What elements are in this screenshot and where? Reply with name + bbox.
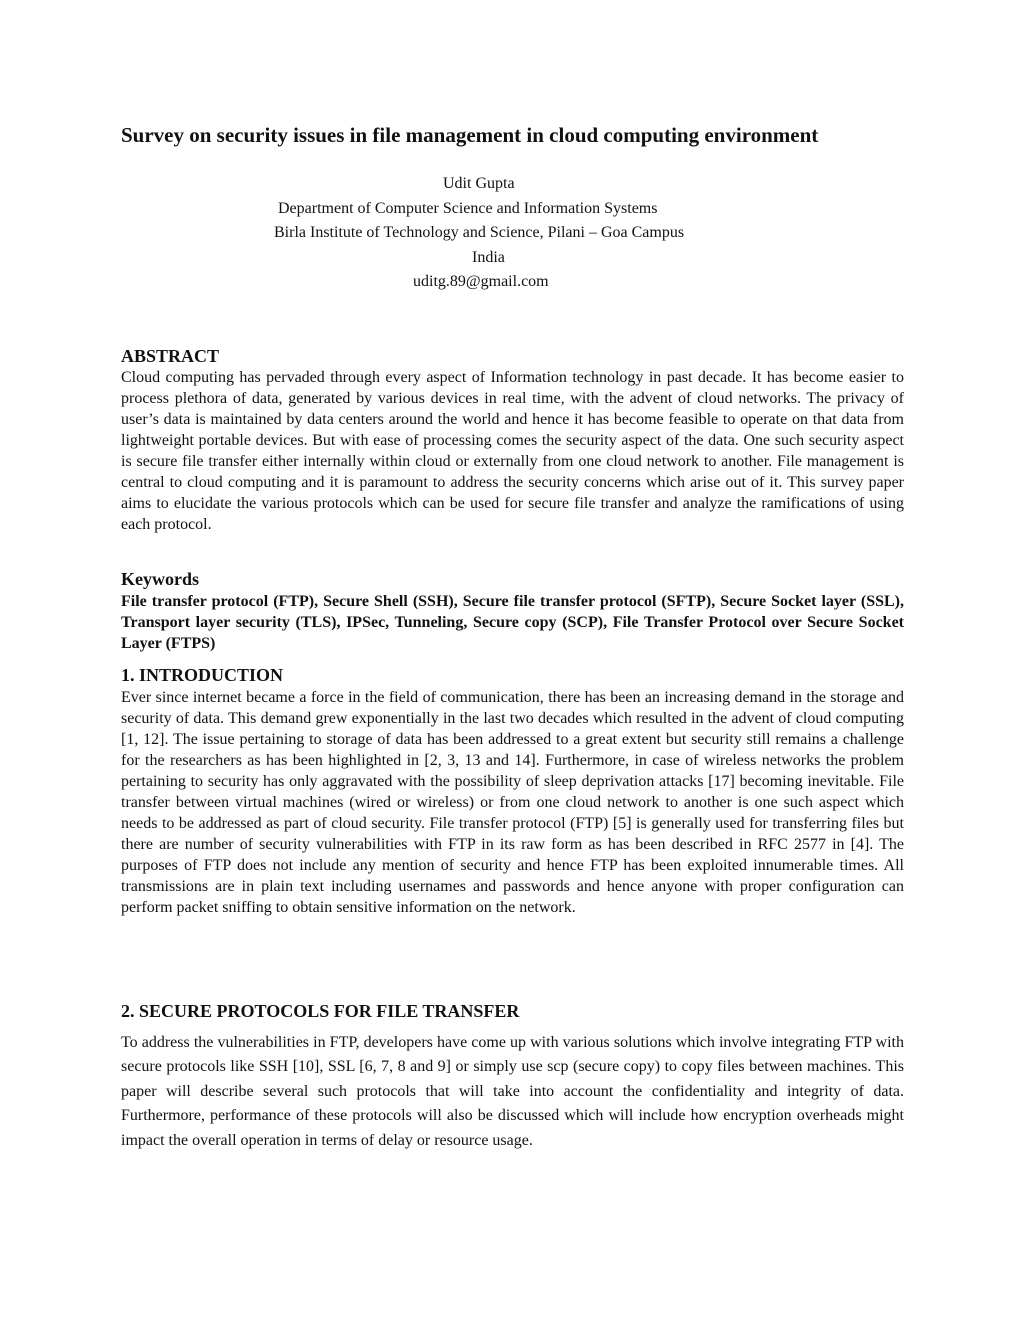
abstract-heading: ABSTRACT xyxy=(121,346,220,366)
author-department: Department of Computer Science and Information Systems xyxy=(278,199,658,217)
author-block xyxy=(121,172,904,295)
introduction-heading: 1. INTRODUCTION xyxy=(121,665,284,685)
keywords-list: File transfer protocol (FTP), Secure Shell (SSH), Secure file transfer protocol (SFTP), Secure Socket layer (SSL), Transport layer security (TLS), IPSec, Tunneling, Secure copy (SCP), File Transfer Protocol over Secure Socket Layer (FTPS) xyxy=(121,593,904,652)
secure-protocols-text: To address the vulnerabilities in FTP, developers have come up with various solutions which involve integrating FTP with secure protocols like SSH [10], SSL [6, 7, 8 and 9] or simply use scp (secure copy) to copy files between machines. This paper will describe several such protocols that will take into account the confidentiality and integrity of data. Furthermore, performance of these protocols will also be discussed which will include how encryption overheads might impact the overall operation in terms of delay or resource usage. xyxy=(121,1034,904,1149)
abstract-text: Cloud computing has pervaded through every aspect of Information technology in past decade. It has become easier to process plethora of data, generated by various devices in real time, with the advent of cloud networks. The privacy of user’s data is maintained by data centers around the world and hence it has become feasible to operate on that data from lightweight portable devices. But with ease of processing comes the security aspect of the data. One such security aspect is secure file transfer either internally within cloud or externally from one cloud network to another. File management is central to cloud computing and it is paramount to address the security concerns which arise out of it. This survey paper aims to elucidate the various protocols which can be used for secure file transfer and analyze the ramifications of using each protocol. xyxy=(121,369,904,533)
author-country: India xyxy=(472,248,505,266)
author-institute: Birla Institute of Technology and Science, Pilani – Goa Campus xyxy=(274,224,685,241)
paper-title: Survey on security issues in file management in cloud computing environment xyxy=(121,123,819,147)
author-name: Udit Gupta xyxy=(443,175,515,192)
keywords-heading: Keywords xyxy=(121,569,199,589)
author-email: uditg.89@gmail.com xyxy=(413,273,549,290)
secure-protocols-heading: 2. SECURE PROTOCOLS FOR FILE TRANSFER xyxy=(121,1001,520,1021)
introduction-text: Ever since internet became a force in the field of communication, there has been an increasing demand in the storage and security of data. This demand grew exponentially in the last two decades which resulted in the advent of cloud computing [1, 12]. The issue pertaining to storage of data has been addressed to a great extent but security still remains a challenge for the researchers as has been highlighted in [2, 3, 13 and 14]. Furthermore, in case of wireless networks the problem pertaining to security has only aggravated with the possibility of sleep deprivation attacks [17] becoming inevitable. File transfer between virtual machines (wired or wireless) or from one cloud network to another is one such aspect which needs to be addressed as part of cloud security. File transfer protocol (FTP) [5] is generally used for transferring files but there are number of security vulnerabilities with FTP in its raw form as has been described in RFC 2577 in [4]. The purposes of FTP does not include any mention of security and hence FTP has been exploited innumerable times. All transmissions are in plain text including usernames and passwords and hence anyone with proper configuration can perform packet sniffing to obtain sensitive information on the network. xyxy=(121,689,904,916)
